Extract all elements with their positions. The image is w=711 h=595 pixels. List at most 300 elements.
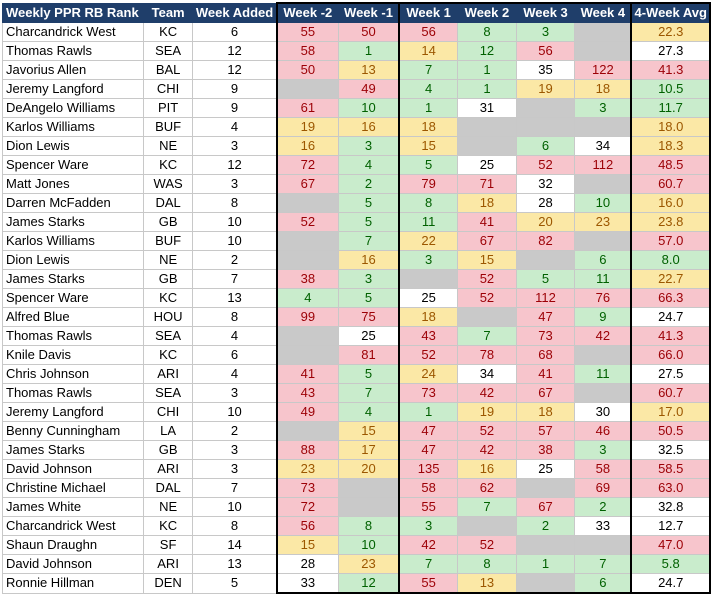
cell-4-week-avg[interactable]: 57.0 (631, 232, 710, 251)
cell-week-added[interactable]: 12 (193, 42, 277, 61)
cell-4-week-avg[interactable]: 16.0 (631, 194, 710, 213)
cell-4-week-avg[interactable]: 8.0 (631, 251, 710, 270)
cell-week-added[interactable]: 3 (193, 175, 277, 194)
cell-week-minus-1[interactable]: 4 (338, 403, 399, 422)
cell-4-week-avg[interactable]: 12.7 (631, 517, 710, 536)
cell-player[interactable]: David Johnson (3, 460, 144, 479)
cell-team[interactable]: KC (143, 156, 192, 175)
cell-player[interactable]: Dion Lewis (3, 251, 144, 270)
cell-week-1[interactable]: 58 (399, 479, 458, 498)
cell-player[interactable]: Charcandrick West (3, 23, 144, 42)
cell-team[interactable]: PIT (143, 99, 192, 118)
cell-week-4[interactable]: 42 (575, 327, 632, 346)
cell-week-minus-1[interactable] (338, 479, 399, 498)
cell-week-1[interactable]: 14 (399, 42, 458, 61)
cell-week-minus-2[interactable]: 49 (277, 403, 339, 422)
cell-week-added[interactable]: 10 (193, 498, 277, 517)
cell-week-minus-1[interactable]: 23 (338, 555, 399, 574)
cell-week-added[interactable]: 10 (193, 232, 277, 251)
cell-week-added[interactable]: 7 (193, 270, 277, 289)
cell-week-2[interactable]: 1 (458, 80, 517, 99)
cell-week-minus-1[interactable] (338, 498, 399, 517)
cell-week-added[interactable]: 12 (193, 156, 277, 175)
cell-week-3[interactable]: 5 (516, 270, 575, 289)
cell-4-week-avg[interactable]: 11.7 (631, 99, 710, 118)
cell-week-1[interactable]: 55 (399, 498, 458, 517)
cell-team[interactable]: GB (143, 270, 192, 289)
cell-week-3[interactable]: 73 (516, 327, 575, 346)
cell-week-4[interactable]: 58 (575, 460, 632, 479)
cell-player[interactable]: James Starks (3, 441, 144, 460)
cell-week-3[interactable]: 20 (516, 213, 575, 232)
cell-player[interactable]: Shaun Draughn (3, 536, 144, 555)
cell-week-3[interactable]: 38 (516, 441, 575, 460)
cell-player[interactable]: Spencer Ware (3, 156, 144, 175)
cell-week-4[interactable]: 7 (575, 555, 632, 574)
header-week-added[interactable]: Week Added (193, 3, 277, 23)
cell-team[interactable]: ARI (143, 460, 192, 479)
cell-week-2[interactable]: 52 (458, 270, 517, 289)
cell-player[interactable]: Dion Lewis (3, 137, 144, 156)
cell-team[interactable]: DEN (143, 574, 192, 594)
cell-week-minus-1[interactable]: 20 (338, 460, 399, 479)
header-4-week-avg[interactable]: 4-Week Avg (631, 3, 710, 23)
cell-week-1[interactable]: 52 (399, 346, 458, 365)
cell-week-minus-1[interactable]: 5 (338, 289, 399, 308)
cell-week-3[interactable]: 52 (516, 156, 575, 175)
cell-week-4[interactable]: 11 (575, 365, 632, 384)
cell-week-2[interactable]: 62 (458, 479, 517, 498)
cell-week-added[interactable]: 5 (193, 574, 277, 594)
cell-week-added[interactable]: 9 (193, 99, 277, 118)
cell-week-4[interactable]: 6 (575, 251, 632, 270)
cell-player[interactable]: Chris Johnson (3, 365, 144, 384)
cell-week-minus-1[interactable]: 5 (338, 213, 399, 232)
cell-week-minus-1[interactable]: 12 (338, 574, 399, 594)
cell-week-4[interactable]: 18 (575, 80, 632, 99)
cell-team[interactable]: SEA (143, 42, 192, 61)
cell-week-added[interactable]: 2 (193, 251, 277, 270)
cell-player[interactable]: Ronnie Hillman (3, 574, 144, 594)
cell-week-3[interactable]: 32 (516, 175, 575, 194)
cell-week-2[interactable]: 31 (458, 99, 517, 118)
cell-team[interactable]: GB (143, 441, 192, 460)
cell-team[interactable]: KC (143, 23, 192, 42)
cell-week-added[interactable]: 3 (193, 137, 277, 156)
header-week-3[interactable]: Week 3 (516, 3, 575, 23)
cell-week-1[interactable]: 7 (399, 555, 458, 574)
cell-week-3[interactable]: 82 (516, 232, 575, 251)
cell-team[interactable]: ARI (143, 365, 192, 384)
cell-week-1[interactable]: 18 (399, 308, 458, 327)
cell-player[interactable]: Darren McFadden (3, 194, 144, 213)
cell-week-1[interactable]: 1 (399, 99, 458, 118)
cell-team[interactable]: SEA (143, 384, 192, 403)
cell-team[interactable]: NE (143, 498, 192, 517)
cell-week-1[interactable]: 7 (399, 61, 458, 80)
cell-player[interactable]: Charcandrick West (3, 517, 144, 536)
header-team[interactable]: Team (143, 3, 192, 23)
cell-week-minus-2[interactable]: 73 (277, 479, 339, 498)
cell-team[interactable]: GB (143, 213, 192, 232)
cell-week-minus-2[interactable]: 72 (277, 156, 339, 175)
cell-week-2[interactable]: 8 (458, 555, 517, 574)
cell-week-1[interactable]: 5 (399, 156, 458, 175)
cell-4-week-avg[interactable]: 22.3 (631, 23, 710, 42)
cell-week-2[interactable]: 52 (458, 536, 517, 555)
cell-week-minus-2[interactable]: 23 (277, 460, 339, 479)
cell-team[interactable]: CHI (143, 403, 192, 422)
cell-week-added[interactable]: 4 (193, 327, 277, 346)
cell-4-week-avg[interactable]: 41.3 (631, 327, 710, 346)
cell-week-2[interactable]: 78 (458, 346, 517, 365)
cell-week-4[interactable] (575, 384, 632, 403)
cell-week-4[interactable] (575, 175, 632, 194)
cell-player[interactable]: Spencer Ware (3, 289, 144, 308)
cell-team[interactable]: LA (143, 422, 192, 441)
cell-week-2[interactable]: 42 (458, 441, 517, 460)
cell-week-minus-1[interactable]: 8 (338, 517, 399, 536)
cell-week-2[interactable]: 18 (458, 194, 517, 213)
cell-week-1[interactable]: 22 (399, 232, 458, 251)
cell-week-minus-2[interactable]: 33 (277, 574, 339, 594)
cell-team[interactable]: BUF (143, 232, 192, 251)
cell-week-1[interactable]: 73 (399, 384, 458, 403)
cell-week-1[interactable]: 43 (399, 327, 458, 346)
cell-week-added[interactable]: 7 (193, 479, 277, 498)
cell-team[interactable]: DAL (143, 194, 192, 213)
cell-week-2[interactable]: 1 (458, 61, 517, 80)
cell-week-minus-1[interactable]: 1 (338, 42, 399, 61)
cell-week-3[interactable]: 6 (516, 137, 575, 156)
cell-player[interactable]: DeAngelo Williams (3, 99, 144, 118)
cell-week-3[interactable]: 25 (516, 460, 575, 479)
cell-week-minus-2[interactable]: 16 (277, 137, 339, 156)
cell-team[interactable]: WAS (143, 175, 192, 194)
cell-player[interactable]: James White (3, 498, 144, 517)
cell-week-minus-2[interactable]: 88 (277, 441, 339, 460)
cell-player[interactable]: Matt Jones (3, 175, 144, 194)
cell-player[interactable]: Thomas Rawls (3, 42, 144, 61)
cell-week-added[interactable]: 8 (193, 194, 277, 213)
cell-week-minus-2[interactable]: 58 (277, 42, 339, 61)
cell-week-added[interactable]: 12 (193, 61, 277, 80)
cell-4-week-avg[interactable]: 50.5 (631, 422, 710, 441)
cell-week-2[interactable] (458, 308, 517, 327)
cell-week-3[interactable]: 68 (516, 346, 575, 365)
cell-week-minus-2[interactable]: 41 (277, 365, 339, 384)
cell-4-week-avg[interactable]: 22.7 (631, 270, 710, 289)
cell-team[interactable]: KC (143, 289, 192, 308)
cell-week-minus-2[interactable]: 67 (277, 175, 339, 194)
cell-week-minus-2[interactable] (277, 422, 339, 441)
cell-week-added[interactable]: 6 (193, 23, 277, 42)
cell-week-3[interactable] (516, 479, 575, 498)
cell-player[interactable]: James Starks (3, 213, 144, 232)
cell-week-minus-2[interactable]: 61 (277, 99, 339, 118)
cell-week-2[interactable]: 8 (458, 23, 517, 42)
cell-4-week-avg[interactable]: 32.8 (631, 498, 710, 517)
cell-week-minus-2[interactable] (277, 232, 339, 251)
cell-week-added[interactable]: 13 (193, 289, 277, 308)
cell-week-2[interactable]: 67 (458, 232, 517, 251)
cell-week-minus-1[interactable]: 15 (338, 422, 399, 441)
cell-player[interactable]: Thomas Rawls (3, 384, 144, 403)
cell-week-4[interactable]: 122 (575, 61, 632, 80)
header-week-2[interactable]: Week 2 (458, 3, 517, 23)
cell-week-minus-1[interactable]: 7 (338, 384, 399, 403)
cell-week-1[interactable]: 8 (399, 194, 458, 213)
cell-4-week-avg[interactable]: 18.0 (631, 118, 710, 137)
cell-week-2[interactable]: 15 (458, 251, 517, 270)
cell-4-week-avg[interactable]: 17.0 (631, 403, 710, 422)
cell-week-minus-1[interactable]: 7 (338, 232, 399, 251)
cell-week-1[interactable]: 56 (399, 23, 458, 42)
cell-week-minus-2[interactable]: 19 (277, 118, 339, 137)
cell-week-3[interactable]: 47 (516, 308, 575, 327)
cell-week-minus-2[interactable]: 38 (277, 270, 339, 289)
cell-player[interactable]: David Johnson (3, 555, 144, 574)
cell-week-2[interactable]: 52 (458, 422, 517, 441)
cell-week-2[interactable] (458, 118, 517, 137)
cell-week-minus-1[interactable]: 16 (338, 118, 399, 137)
cell-week-minus-2[interactable]: 15 (277, 536, 339, 555)
cell-week-3[interactable] (516, 99, 575, 118)
cell-week-1[interactable] (399, 270, 458, 289)
cell-team[interactable]: SF (143, 536, 192, 555)
cell-week-3[interactable]: 2 (516, 517, 575, 536)
cell-week-3[interactable]: 18 (516, 403, 575, 422)
cell-week-4[interactable] (575, 536, 632, 555)
cell-week-2[interactable]: 34 (458, 365, 517, 384)
cell-4-week-avg[interactable]: 47.0 (631, 536, 710, 555)
cell-player[interactable]: Javorius Allen (3, 61, 144, 80)
cell-week-3[interactable]: 41 (516, 365, 575, 384)
cell-team[interactable]: HOU (143, 308, 192, 327)
cell-week-minus-1[interactable]: 10 (338, 99, 399, 118)
cell-week-3[interactable]: 35 (516, 61, 575, 80)
cell-week-3[interactable] (516, 536, 575, 555)
cell-week-minus-1[interactable]: 2 (338, 175, 399, 194)
cell-week-4[interactable]: 76 (575, 289, 632, 308)
cell-week-1[interactable]: 135 (399, 460, 458, 479)
cell-week-minus-1[interactable]: 5 (338, 194, 399, 213)
header-player[interactable]: Weekly PPR RB Rank (3, 3, 144, 23)
cell-week-added[interactable]: 3 (193, 460, 277, 479)
cell-week-1[interactable]: 3 (399, 517, 458, 536)
cell-player[interactable]: Jeremy Langford (3, 403, 144, 422)
cell-week-added[interactable]: 6 (193, 346, 277, 365)
cell-week-2[interactable] (458, 137, 517, 156)
cell-player[interactable]: Knile Davis (3, 346, 144, 365)
cell-week-1[interactable]: 47 (399, 422, 458, 441)
cell-week-4[interactable]: 9 (575, 308, 632, 327)
cell-week-2[interactable]: 16 (458, 460, 517, 479)
cell-week-added[interactable]: 9 (193, 80, 277, 99)
cell-week-3[interactable]: 19 (516, 80, 575, 99)
cell-4-week-avg[interactable]: 27.3 (631, 42, 710, 61)
cell-week-minus-1[interactable]: 13 (338, 61, 399, 80)
cell-4-week-avg[interactable]: 66.3 (631, 289, 710, 308)
cell-week-added[interactable]: 13 (193, 555, 277, 574)
cell-week-2[interactable]: 13 (458, 574, 517, 594)
cell-week-3[interactable]: 3 (516, 23, 575, 42)
cell-week-4[interactable]: 23 (575, 213, 632, 232)
cell-week-minus-1[interactable]: 16 (338, 251, 399, 270)
cell-week-added[interactable]: 10 (193, 403, 277, 422)
cell-4-week-avg[interactable]: 10.5 (631, 80, 710, 99)
cell-week-minus-2[interactable]: 72 (277, 498, 339, 517)
cell-week-minus-2[interactable]: 99 (277, 308, 339, 327)
cell-week-4[interactable]: 30 (575, 403, 632, 422)
cell-week-1[interactable]: 79 (399, 175, 458, 194)
cell-team[interactable]: ARI (143, 555, 192, 574)
cell-week-minus-2[interactable]: 4 (277, 289, 339, 308)
cell-week-minus-2[interactable] (277, 327, 339, 346)
cell-week-1[interactable]: 24 (399, 365, 458, 384)
cell-week-4[interactable] (575, 23, 632, 42)
cell-week-1[interactable]: 42 (399, 536, 458, 555)
cell-week-4[interactable] (575, 346, 632, 365)
cell-week-added[interactable]: 3 (193, 384, 277, 403)
cell-week-2[interactable]: 71 (458, 175, 517, 194)
cell-week-3[interactable] (516, 251, 575, 270)
cell-player[interactable]: Karlos Williams (3, 118, 144, 137)
cell-week-minus-1[interactable]: 17 (338, 441, 399, 460)
cell-week-minus-2[interactable]: 56 (277, 517, 339, 536)
cell-week-minus-2[interactable] (277, 346, 339, 365)
cell-week-added[interactable]: 4 (193, 118, 277, 137)
cell-week-1[interactable]: 55 (399, 574, 458, 594)
cell-4-week-avg[interactable]: 58.5 (631, 460, 710, 479)
cell-player[interactable]: Thomas Rawls (3, 327, 144, 346)
cell-week-minus-2[interactable] (277, 80, 339, 99)
cell-week-added[interactable]: 3 (193, 441, 277, 460)
cell-week-minus-1[interactable]: 10 (338, 536, 399, 555)
cell-week-4[interactable] (575, 118, 632, 137)
cell-player[interactable]: James Starks (3, 270, 144, 289)
cell-week-4[interactable]: 33 (575, 517, 632, 536)
cell-week-3[interactable]: 56 (516, 42, 575, 61)
cell-team[interactable]: NE (143, 137, 192, 156)
cell-week-added[interactable]: 10 (193, 213, 277, 232)
cell-week-4[interactable]: 34 (575, 137, 632, 156)
cell-player[interactable]: Jeremy Langford (3, 80, 144, 99)
cell-player[interactable]: Karlos Williams (3, 232, 144, 251)
cell-week-4[interactable]: 2 (575, 498, 632, 517)
cell-week-1[interactable]: 11 (399, 213, 458, 232)
cell-week-1[interactable]: 1 (399, 403, 458, 422)
cell-week-2[interactable]: 19 (458, 403, 517, 422)
cell-week-4[interactable]: 3 (575, 99, 632, 118)
cell-week-minus-2[interactable] (277, 251, 339, 270)
cell-week-added[interactable]: 8 (193, 517, 277, 536)
header-week-1[interactable]: Week 1 (399, 3, 458, 23)
cell-week-3[interactable] (516, 118, 575, 137)
cell-week-minus-1[interactable]: 3 (338, 137, 399, 156)
cell-4-week-avg[interactable]: 63.0 (631, 479, 710, 498)
cell-week-minus-1[interactable]: 5 (338, 365, 399, 384)
cell-4-week-avg[interactable]: 41.3 (631, 61, 710, 80)
cell-week-minus-1[interactable]: 4 (338, 156, 399, 175)
cell-team[interactable]: SEA (143, 327, 192, 346)
cell-week-added[interactable]: 14 (193, 536, 277, 555)
cell-week-3[interactable]: 112 (516, 289, 575, 308)
header-week-4[interactable]: Week 4 (575, 3, 632, 23)
cell-team[interactable]: KC (143, 517, 192, 536)
cell-week-4[interactable]: 69 (575, 479, 632, 498)
cell-4-week-avg[interactable]: 60.7 (631, 384, 710, 403)
cell-week-3[interactable]: 28 (516, 194, 575, 213)
cell-week-minus-1[interactable]: 75 (338, 308, 399, 327)
cell-week-minus-2[interactable]: 52 (277, 213, 339, 232)
cell-week-1[interactable]: 3 (399, 251, 458, 270)
cell-team[interactable]: NE (143, 251, 192, 270)
cell-week-minus-2[interactable]: 43 (277, 384, 339, 403)
cell-week-2[interactable]: 25 (458, 156, 517, 175)
cell-week-added[interactable]: 8 (193, 308, 277, 327)
cell-player[interactable]: Benny Cunningham (3, 422, 144, 441)
cell-week-2[interactable]: 7 (458, 327, 517, 346)
cell-week-4[interactable] (575, 42, 632, 61)
cell-week-minus-1[interactable]: 49 (338, 80, 399, 99)
cell-week-3[interactable]: 67 (516, 384, 575, 403)
cell-week-minus-1[interactable]: 81 (338, 346, 399, 365)
cell-week-minus-2[interactable]: 55 (277, 23, 339, 42)
cell-4-week-avg[interactable]: 24.7 (631, 308, 710, 327)
cell-4-week-avg[interactable]: 27.5 (631, 365, 710, 384)
cell-team[interactable]: BAL (143, 61, 192, 80)
cell-4-week-avg[interactable]: 60.7 (631, 175, 710, 194)
cell-week-1[interactable]: 25 (399, 289, 458, 308)
cell-week-2[interactable]: 12 (458, 42, 517, 61)
cell-week-1[interactable]: 18 (399, 118, 458, 137)
cell-team[interactable]: BUF (143, 118, 192, 137)
cell-week-minus-2[interactable] (277, 194, 339, 213)
header-week-minus-1[interactable]: Week -1 (338, 3, 399, 23)
cell-week-1[interactable]: 47 (399, 441, 458, 460)
cell-team[interactable]: DAL (143, 479, 192, 498)
cell-team[interactable]: CHI (143, 80, 192, 99)
cell-week-1[interactable]: 15 (399, 137, 458, 156)
cell-week-3[interactable]: 1 (516, 555, 575, 574)
cell-week-minus-1[interactable]: 3 (338, 270, 399, 289)
header-week-minus-2[interactable]: Week -2 (277, 3, 339, 23)
cell-week-3[interactable]: 67 (516, 498, 575, 517)
cell-week-3[interactable] (516, 574, 575, 594)
cell-week-added[interactable]: 4 (193, 365, 277, 384)
cell-week-2[interactable]: 41 (458, 213, 517, 232)
cell-week-4[interactable]: 11 (575, 270, 632, 289)
cell-4-week-avg[interactable]: 5.8 (631, 555, 710, 574)
cell-player[interactable]: Alfred Blue (3, 308, 144, 327)
cell-week-4[interactable]: 112 (575, 156, 632, 175)
cell-week-2[interactable]: 7 (458, 498, 517, 517)
cell-week-4[interactable]: 6 (575, 574, 632, 594)
cell-week-1[interactable]: 4 (399, 80, 458, 99)
cell-4-week-avg[interactable]: 24.7 (631, 574, 710, 594)
cell-week-4[interactable] (575, 232, 632, 251)
cell-4-week-avg[interactable]: 48.5 (631, 156, 710, 175)
cell-week-3[interactable]: 57 (516, 422, 575, 441)
cell-week-2[interactable]: 52 (458, 289, 517, 308)
cell-player[interactable]: Christine Michael (3, 479, 144, 498)
cell-week-2[interactable]: 42 (458, 384, 517, 403)
cell-team[interactable]: KC (143, 346, 192, 365)
cell-week-2[interactable] (458, 517, 517, 536)
cell-4-week-avg[interactable]: 18.3 (631, 137, 710, 156)
cell-4-week-avg[interactable]: 23.8 (631, 213, 710, 232)
